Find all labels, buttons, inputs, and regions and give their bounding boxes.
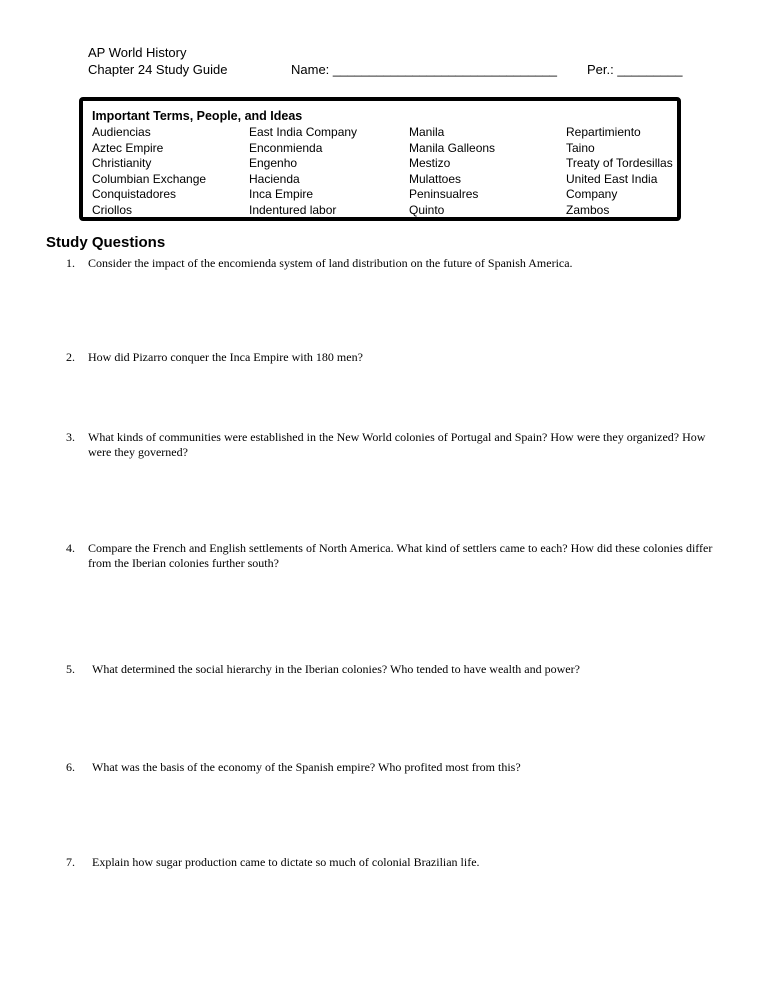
term: Columbian Exchange xyxy=(92,171,207,186)
term: Taino xyxy=(566,140,595,155)
term: Enconmienda xyxy=(249,140,323,155)
term: Peninsualres xyxy=(409,187,479,201)
term: Indentured labor xyxy=(249,202,337,217)
question-number: 5. xyxy=(66,662,75,676)
term: Zambos xyxy=(566,202,610,217)
guide-title: Chapter 24 Study Guide xyxy=(88,62,228,77)
term: Inca Empire xyxy=(249,187,314,201)
terms-column-1 xyxy=(92,125,206,218)
term: Manila Galleons xyxy=(409,140,496,155)
question-text: What determined the social hierarchy in the Iberian colonies? Who tended to have wealth and power? xyxy=(92,662,580,676)
term: Mestizo xyxy=(409,156,451,170)
header-course-info xyxy=(88,44,227,78)
study-questions-title: Study Questions xyxy=(46,234,166,251)
question-number: 1. xyxy=(66,256,75,270)
question-number: 6. xyxy=(66,760,75,774)
terms-box xyxy=(79,97,681,221)
question-text: What was the basis of the economy of the Spanish empire? Who profited most from this? xyxy=(92,760,521,774)
question-number: 3. xyxy=(66,430,75,444)
name-field-label: Name: _______________________________ xyxy=(291,62,558,77)
term: Quinto xyxy=(409,202,445,217)
term: Aztec Empire xyxy=(92,140,164,155)
question-text: Compare the French and English settlements of North America. What kind of settlers came to each? How did these colonies differ from the Iberian colonies further south? xyxy=(88,541,713,570)
term: Hacienda xyxy=(249,171,300,186)
period-field-label: Per.: _________ xyxy=(587,62,683,77)
term: Company xyxy=(566,187,618,201)
term: Criollos xyxy=(92,202,133,217)
question-text: What kinds of communities were established in the New World colonies of Portugal and Spain? How were they organized? How were they governed? xyxy=(88,430,706,459)
term: Treaty of Tordesillas xyxy=(566,156,673,170)
term: Conquistadores xyxy=(92,187,177,201)
terms-column-4 xyxy=(566,125,673,218)
terms-column-2 xyxy=(249,125,357,218)
term: Repartimiento xyxy=(566,125,641,139)
term: Mulattoes xyxy=(409,171,462,186)
question-number: 2. xyxy=(66,350,75,364)
term: Christianity xyxy=(92,156,152,170)
terms-column-3 xyxy=(409,125,495,218)
question-text: How did Pizarro conquer the Inca Empire with 180 men? xyxy=(88,350,363,364)
question-text: Explain how sugar production came to dictate so much of colonial Brazilian life. xyxy=(92,855,480,869)
question-number: 7. xyxy=(66,855,75,869)
course-title: AP World History xyxy=(88,45,187,60)
term: Manila xyxy=(409,125,445,139)
term: East India Company xyxy=(249,125,358,139)
term: Engenho xyxy=(249,156,298,170)
question-number: 4. xyxy=(66,541,75,555)
term: United East India xyxy=(566,171,658,186)
question-text: Consider the impact of the encomienda system of land distribution on the future of Spanish America. xyxy=(88,256,573,270)
term: Audiencias xyxy=(92,125,151,139)
terms-title: Important Terms, People, and Ideas xyxy=(92,109,303,123)
